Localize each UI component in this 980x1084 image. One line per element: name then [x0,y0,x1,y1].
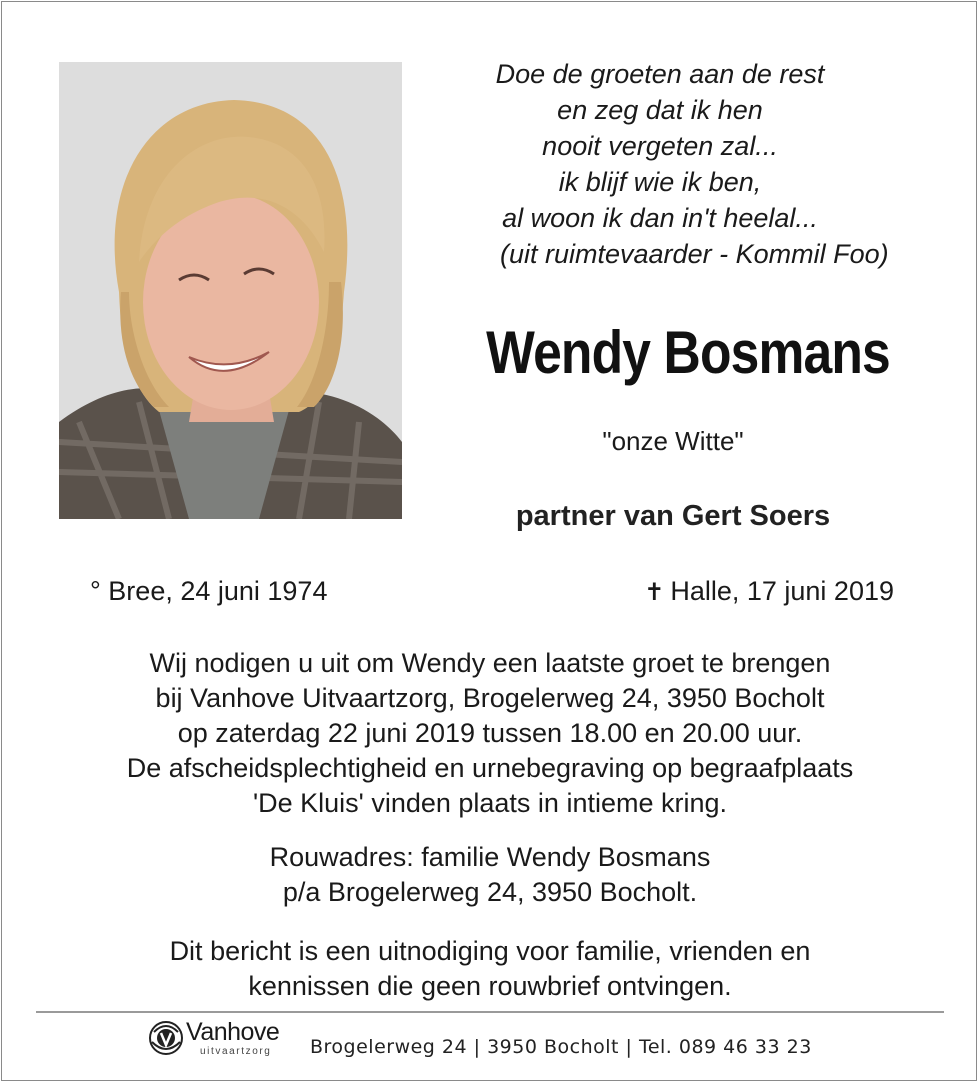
notice-line: Dit bericht is een uitnodiging voor familie, vrienden en [169,936,811,966]
memorial-poem [440,56,889,272]
invitation-line: bij Vanhove Uitvaartzorg, Brogelerweg 24, 3950 Bocholt [155,683,825,713]
invitation-line: De afscheidsplechtigheid en urnebegraving op begraafplaats [126,753,854,783]
invitation-text [0,646,980,821]
contact-info: Brogelerweg 24 | 3950 Bocholt | Tel. 089 46 33 23 [310,1036,812,1058]
mourning-address [0,840,980,910]
portrait-illustration [59,62,402,519]
poem-line: al woon ik dan in't heelal... [502,203,818,233]
footer-divider [36,1011,944,1013]
birth-date: ° Bree, 24 juni 1974 [90,576,328,606]
vanhove-logo [146,1018,306,1068]
address-line: Rouwadres: familie Wendy Bosmans [269,842,711,872]
poem-line: Doe de groeten aan de rest [495,59,825,89]
brand-name: Vanhove [186,1018,280,1046]
deceased-name: Wendy Bosmans [486,319,890,386]
portrait-photo [59,62,402,519]
invitation-line: 'De Kluis' vinden plaats in intieme kring. [252,788,728,818]
poem-line: en zeg dat ik hen [557,95,763,125]
death-date [644,576,894,607]
deceased-nickname: "onze Witte" [602,426,744,456]
address-line: p/a Brogelerweg 24, 3950 Bocholt. [282,877,698,907]
invitation-line: Wij nodigen u uit om Wendy een laatste groet te brengen [149,648,831,678]
death-date-text: Halle, 17 juni 2019 [670,576,894,606]
cross-icon: ✝ [644,579,665,606]
vanhove-emblem-icon [146,1018,186,1058]
brand-subtitle: uitvaartzorg [200,1046,272,1057]
poem-source: (uit ruimtevaarder - Kommil Foo) [500,239,889,269]
notice-line: kennissen die geen rouwbrief ontvingen. [248,971,732,1001]
invitation-line: op zaterdag 22 juni 2019 tussen 18.00 en 20.00 uur. [177,718,803,748]
notice-text [0,934,980,1004]
poem-line: ik blijf wie ik ben, [558,167,762,197]
poem-line: nooit vergeten zal... [542,131,778,161]
partner-line: partner van Gert Soers [515,500,831,532]
